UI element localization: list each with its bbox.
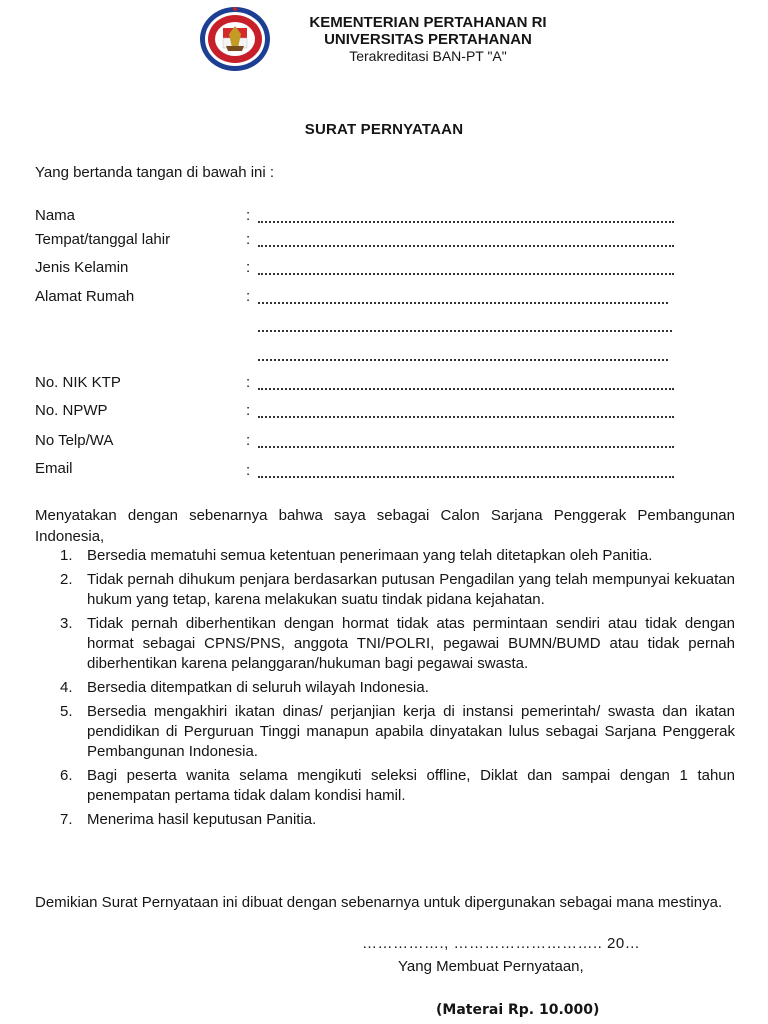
ministry-name: KEMENTERIAN PERTAHANAN RI xyxy=(309,14,547,31)
letterhead xyxy=(278,14,578,65)
signature-title: Yang Membuat Pernyataan, xyxy=(398,958,584,975)
field-label-alamat-rumah: Alamat Rumah xyxy=(35,288,135,305)
field-blank-email[interactable] xyxy=(258,466,674,478)
field-colon: : xyxy=(246,374,251,391)
document-title: SURAT PERNYATAAN xyxy=(304,121,464,138)
field-colon: : xyxy=(246,432,251,449)
list-text: Bagi peserta wanita selama mengikuti seleksi offline, Diklat dan sampai dengan 1 tahun penempatan pertama tidak dalam kondisi hamil. xyxy=(87,767,735,804)
list-number: 7. xyxy=(60,811,73,828)
list-number: 3. xyxy=(60,615,73,632)
field-label-telp-wa: No Telp/WA xyxy=(35,432,114,449)
field-blank-jenis-kelamin[interactable] xyxy=(258,263,674,275)
field-blank-npwp[interactable] xyxy=(258,406,674,418)
field-label-nama: Nama xyxy=(35,207,76,224)
field-blank-nik-ktp[interactable] xyxy=(258,378,674,390)
list-text: Bersedia mengakhiri ikatan dinas/ perjanjian kerja di instansi pemerintah/ swasta dan ikatan pendidikan di Perguruan Tinggi manapun apabila dinyatakan lulus sebagai Sarjana Penggerak Pembangunan Indonesia. xyxy=(87,703,735,760)
university-logo-icon xyxy=(196,4,274,74)
list-item xyxy=(35,614,735,674)
list-text: Bersedia ditempatkan di seluruh wilayah Indonesia. xyxy=(87,679,429,696)
field-label-tempat-tanggal-lahir: Tempat/tanggal lahir xyxy=(35,231,171,248)
signature-date-line[interactable]: ……………., ……………………….. 20… xyxy=(362,935,641,952)
list-item xyxy=(35,678,735,698)
field-blank-alamat-rumah-1[interactable] xyxy=(258,292,668,304)
field-colon: : xyxy=(246,288,251,305)
list-text: Tidak pernah diberhentikan dengan hormat tidak atas permintaan sendiri atau tidak dengan hormat sebagai CPNS/PNS, anggota TNI/POLRI, pegawai BUMN/BUMD atau tidak pernah diberhentikan karena pelanggaran/hukuman bagi pegawai swasta. xyxy=(87,615,735,672)
closing-paragraph: Demikian Surat Pernyataan ini dibuat dengan sebenarnya untuk dipergunakan sebagai mana mestinya. xyxy=(35,894,723,911)
list-item xyxy=(35,810,735,830)
field-colon: : xyxy=(246,259,251,276)
field-blank-alamat-rumah-2[interactable] xyxy=(258,320,672,332)
field-label-nik-ktp: No. NIK KTP xyxy=(35,374,121,391)
list-text: Menerima hasil keputusan Panitia. xyxy=(87,811,317,828)
list-text: Tidak pernah dihukum penjara berdasarkan putusan Pengadilan yang telah mempunyai kekuatan hukum yang tetap, karena melakukan suatu tindak pidana kejahatan. xyxy=(87,571,735,608)
list-text: Bersedia mematuhi semua ketentuan penerimaan yang telah ditetapkan oleh Panitia. xyxy=(87,547,653,564)
stamp-duty-note: (Materai Rp. 10.000) xyxy=(436,1002,600,1018)
accreditation: Terakreditasi BAN-PT "A" xyxy=(349,48,507,64)
field-colon: : xyxy=(246,462,251,479)
field-blank-nama[interactable] xyxy=(258,211,674,223)
field-blank-tempat-tanggal-lahir[interactable] xyxy=(258,235,674,247)
field-label-npwp: No. NPWP xyxy=(35,402,108,419)
field-colon: : xyxy=(246,402,251,419)
list-number: 6. xyxy=(60,767,73,784)
field-colon: : xyxy=(246,231,251,248)
statement-paragraph: Menyatakan dengan sebenarnya bahwa saya sebagai Calon Sarjana Penggerak Pembangunan Indonesia, xyxy=(35,507,735,545)
field-blank-telp-wa[interactable] xyxy=(258,436,674,448)
list-item xyxy=(35,702,735,762)
list-number: 4. xyxy=(60,679,73,696)
declaration-list xyxy=(35,546,735,834)
list-item xyxy=(35,570,735,610)
university-name: UNIVERSITAS PERTAHANAN xyxy=(324,31,532,48)
field-colon: : xyxy=(246,207,251,224)
list-number: 1. xyxy=(60,547,73,564)
list-number: 5. xyxy=(60,703,73,720)
field-label-jenis-kelamin: Jenis Kelamin xyxy=(35,259,129,276)
intro-text: Yang bertanda tangan di bawah ini : xyxy=(35,164,275,181)
list-number: 2. xyxy=(60,571,73,588)
list-item xyxy=(35,766,735,806)
field-label-email: Email xyxy=(35,460,73,477)
list-item xyxy=(35,546,735,566)
field-blank-alamat-rumah-3[interactable] xyxy=(258,349,668,361)
